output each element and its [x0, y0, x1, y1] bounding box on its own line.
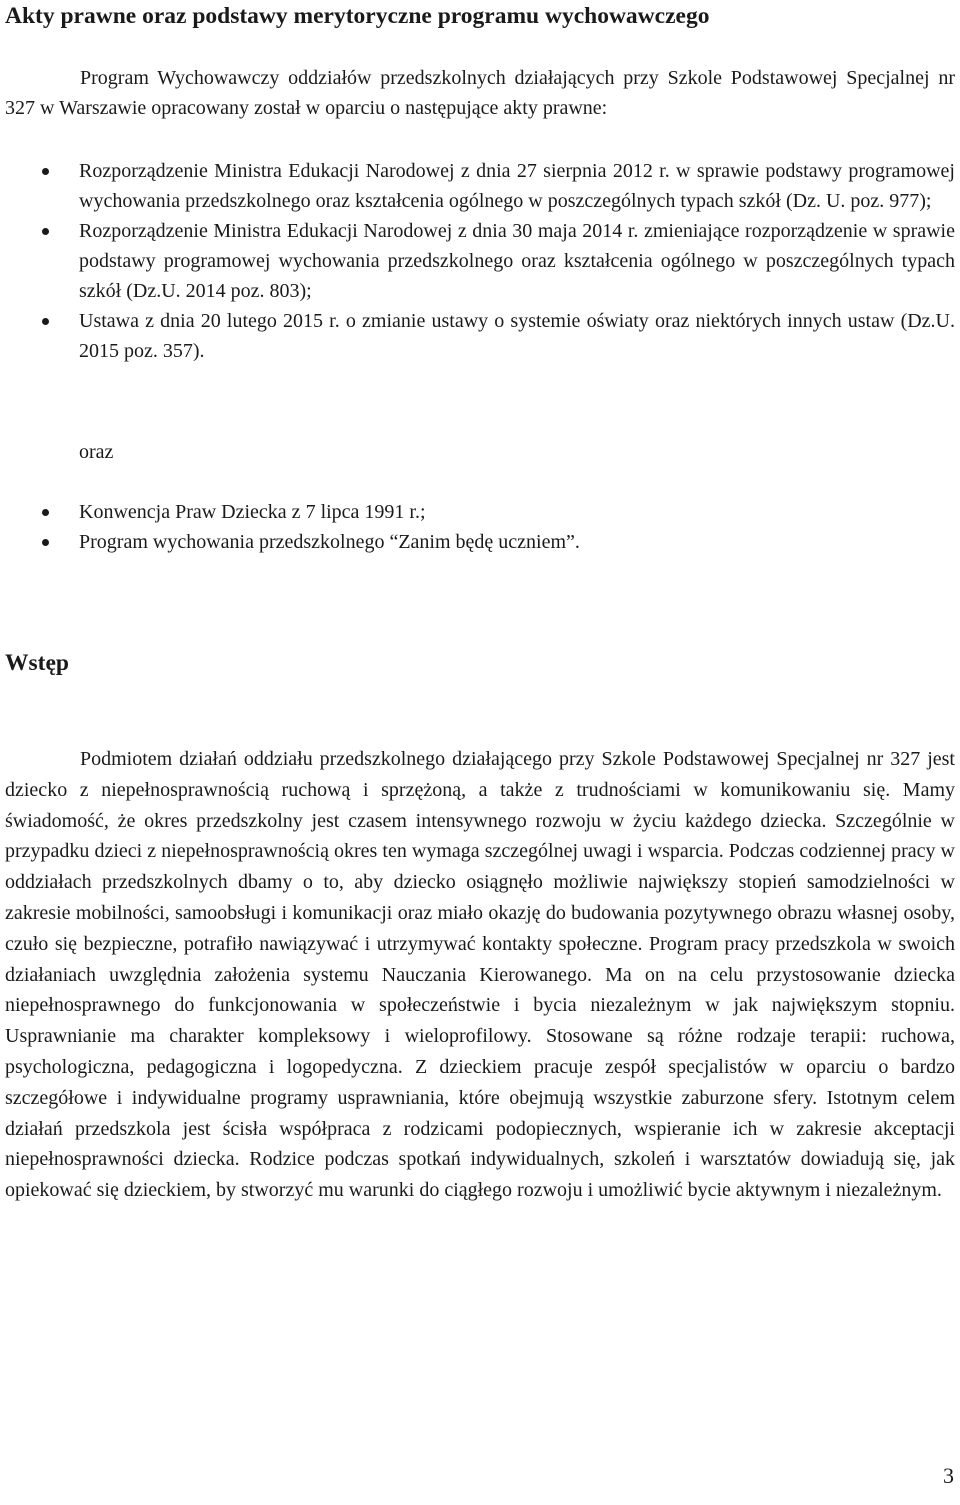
bullet-icon	[42, 228, 49, 235]
list-item	[0, 156, 955, 216]
bullet-icon	[42, 539, 49, 546]
list-item	[0, 216, 955, 306]
intro-paragraph: Program Wychowawczy oddziałów przedszkolnych działających przy Szkole Podstawowej Specjalnej nr 327 w Warszawie opracowany został w oparciu o następujące akty prawne:	[5, 67, 955, 119]
bullet-icon	[42, 509, 49, 516]
list-item	[0, 527, 955, 557]
other-sources-list	[0, 497, 960, 557]
list-item	[0, 306, 955, 366]
list-item-text: Rozporządzenie Ministra Edukacji Narodowej z dnia 27 sierpnia 2012 r. w sprawie podstawy programowej wychowania przedszkolnego oraz kształcenia ogólnego w poszczególnych typach szkół (Dz. U. poz. 977);	[79, 160, 955, 212]
list-item-text: Konwencja Praw Dziecka z 7 lipca 1991 r.;	[79, 501, 426, 523]
list-item-text: Ustawa z dnia 20 lutego 2015 r. o zmianie ustawy o systemie oświaty oraz niektórych innych ustaw (Dz.U. 2015 poz. 357).	[79, 310, 955, 362]
list-item-text: Program wychowania przedszkolnego “Zanim będę uczniem”.	[79, 531, 580, 553]
bullet-icon	[42, 318, 49, 325]
list-item	[0, 497, 955, 527]
conjunction-text: oraz	[79, 441, 114, 463]
section-body: Podmiotem działań oddziału przedszkolnego działającego przy Szkole Podstawowej Specjalnej nr 327 jest dziecko z niepełnosprawnością ruchową i sprzężoną, a także z trudnościami w komunikowaniu się. Mamy świadomość, że okres przedszkolny jest czasem intensywnego rozwoju w życiu każdego dziecka. Szczególnie w przypadku dzieci z niepełnosprawnością okres ten wymaga szczególnej uwagi i wsparcia. Podczas codziennej pracy w oddziałach przedszkolnych dbamy o to, aby dziecko osiągnęło możliwie największy stopień samodzielności w zakresie mobilności, samoobsługi i komunikacji oraz miało okazję do budowania pozytywnego obrazu własnej osoby, czuło się bezpieczne, potrafiło nawiązywać i utrzymywać kontakty społeczne. Program pracy przedszkola w swoich działaniach uwzględnia założenia systemu Nauczania Kierowanego. Ma on na celu przystosowanie dziecka niepełnosprawnego do funkcjonowania w społeczeństwie i bycia niezależnym w jak największym stopniu. Usprawnianie ma charakter kompleksowy i wieloprofilowy. Stosowane są różne rodzaje terapii: ruchowa, psychologiczna, pedagogiczna i logopedyczna. Z dzieckiem pracuje zespół specjalistów w oparciu o bardzo szczegółowe i indywidualne programy usprawniania, które obejmują wszystkie zaburzone sfery. Istotnym celem działań przedszkola jest ścisła współpraca z rodzicami podopiecznych, wspieranie ich w zakresie akceptacji niepełnosprawności dziecka. Rodzice podczas spotkań indywidualnych, szkoleń i warsztatów dowiadują się, jak opiekować się dzieckiem, by stworzyć mu warunki do ciągłego rozwoju i umożliwić bycie aktywnym i niezależnym.	[5, 748, 955, 1202]
page-title: Akty prawne oraz podstawy merytoryczne programu wychowawczego	[5, 3, 710, 29]
page-number: 3	[943, 1463, 954, 1488]
bullet-icon	[42, 168, 49, 175]
section-title: Wstęp	[5, 650, 69, 676]
legal-acts-list	[0, 156, 960, 366]
list-item-text: Rozporządzenie Ministra Edukacji Narodowej z dnia 30 maja 2014 r. zmieniające rozporządzenie w sprawie podstawy programowej wychowania przedszkolnego oraz kształcenia ogólnego w poszczególnych typach szkół (Dz.U. 2014 poz. 803);	[79, 220, 955, 302]
